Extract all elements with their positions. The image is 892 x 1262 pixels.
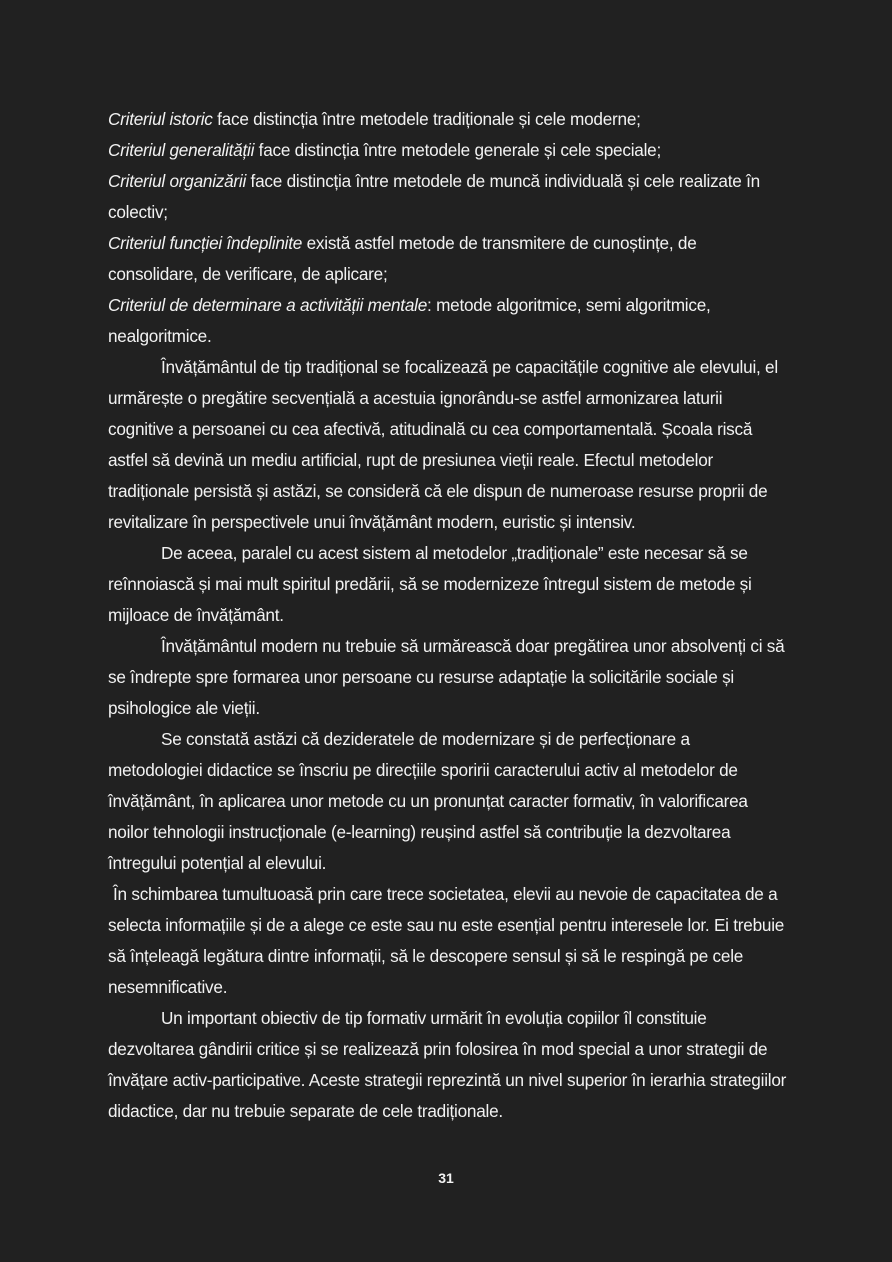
criterion-label: Criteriul funcției îndeplinite xyxy=(108,233,303,253)
criterion-label: Criteriul istoric xyxy=(108,109,213,129)
criterion-label: Criteriul generalității xyxy=(108,140,255,160)
paragraph: Se constată astăzi că dezideratele de modernizare și de perfecționare a metodologiei didactice se înscriu pe direcțiile sporirii caracterului activ al metodelor de învățământ, în aplicarea unor metode cu un pronunțat caracter formativ, în valorificarea noilor tehnologii instrucționale (e-learning) reușind astfel să contribuție la dezvoltarea întregului potențial al elevului. xyxy=(108,729,748,873)
criterion-text: face distincția între metodele tradiționale și cele moderne; xyxy=(212,109,641,129)
document-body xyxy=(108,104,788,1127)
criterion-label: Criteriul de determinare a activității mentale xyxy=(108,295,428,315)
paragraph: În schimbarea tumultuoasă prin care trece societatea, elevii au nevoie de capacitatea de a selecta informațiile și de a alege ce este sau nu este esențial pentru interesele lor. Ei trebuie să înțeleagă legătura dintre informații, să le descopere sensul și să le respingă pe cele nesemnificative. xyxy=(108,884,785,997)
paragraph: Învățământul modern nu trebuie să urmărească doar pregătirea unor absolvenți ci să se îndrepte spre formarea unor persoane cu resurse adaptație la solicitările sociale și psihologice ale vieții. xyxy=(108,636,785,718)
criterion-line xyxy=(108,166,788,228)
criterion-line xyxy=(108,290,788,352)
criterion-text: există astfel metode de transmitere de cunoștințe, de consolidare, de verificare, de aplicare; xyxy=(108,233,697,284)
paragraph: Un important obiectiv de tip formativ urmărit în evoluția copiilor îl constituie dezvoltarea gândirii critice și se realizează prin folosirea în mod special a unor strategii de învățare activ-participative. Aceste strategii reprezintă un nivel superior în ierarhia strategiilor didactice, dar nu trebuie separate de cele tradiționale. xyxy=(108,1008,787,1121)
criterion-label: Criteriul organizării xyxy=(108,171,247,191)
criterion-text: face distincția între metodele de muncă individuală și cele realizate în colectiv; xyxy=(108,171,760,222)
criterion-line xyxy=(108,228,788,290)
criterion-text: face distincția între metodele generale și cele speciale; xyxy=(254,140,661,160)
paragraph: De aceea, paralel cu acest sistem al metodelor „tradiționale” este necesar să se reînnoiască și mai mult spiritul predării, să se modernizeze întregul sistem de metode și mijloace de învățământ. xyxy=(108,543,752,625)
criterion-line xyxy=(108,104,788,135)
paragraph: Învățământul de tip tradițional se focalizează pe capacitățile cognitive ale elevului, el urmărește o pregătire secvențială a acestuia ignorându-se astfel armonizarea laturii cognitive a persoanei cu cea afectivă, atitudinală cu cea comportamentală. Școala riscă astfel să devină un mediu artificial, rupt de presiunea vieții reale. Efectul metodelor tradiționale persistă și astăzi, se consideră că ele dispun de numeroase resurse proprii de revitalizare în perspectivele unui învățământ modern, euristic și intensiv. xyxy=(108,357,778,532)
criterion-line xyxy=(108,135,788,166)
page-number: 31 xyxy=(438,1170,454,1186)
criterion-text: : metode algoritmice, semi algoritmice, nealgoritmice. xyxy=(108,295,711,346)
